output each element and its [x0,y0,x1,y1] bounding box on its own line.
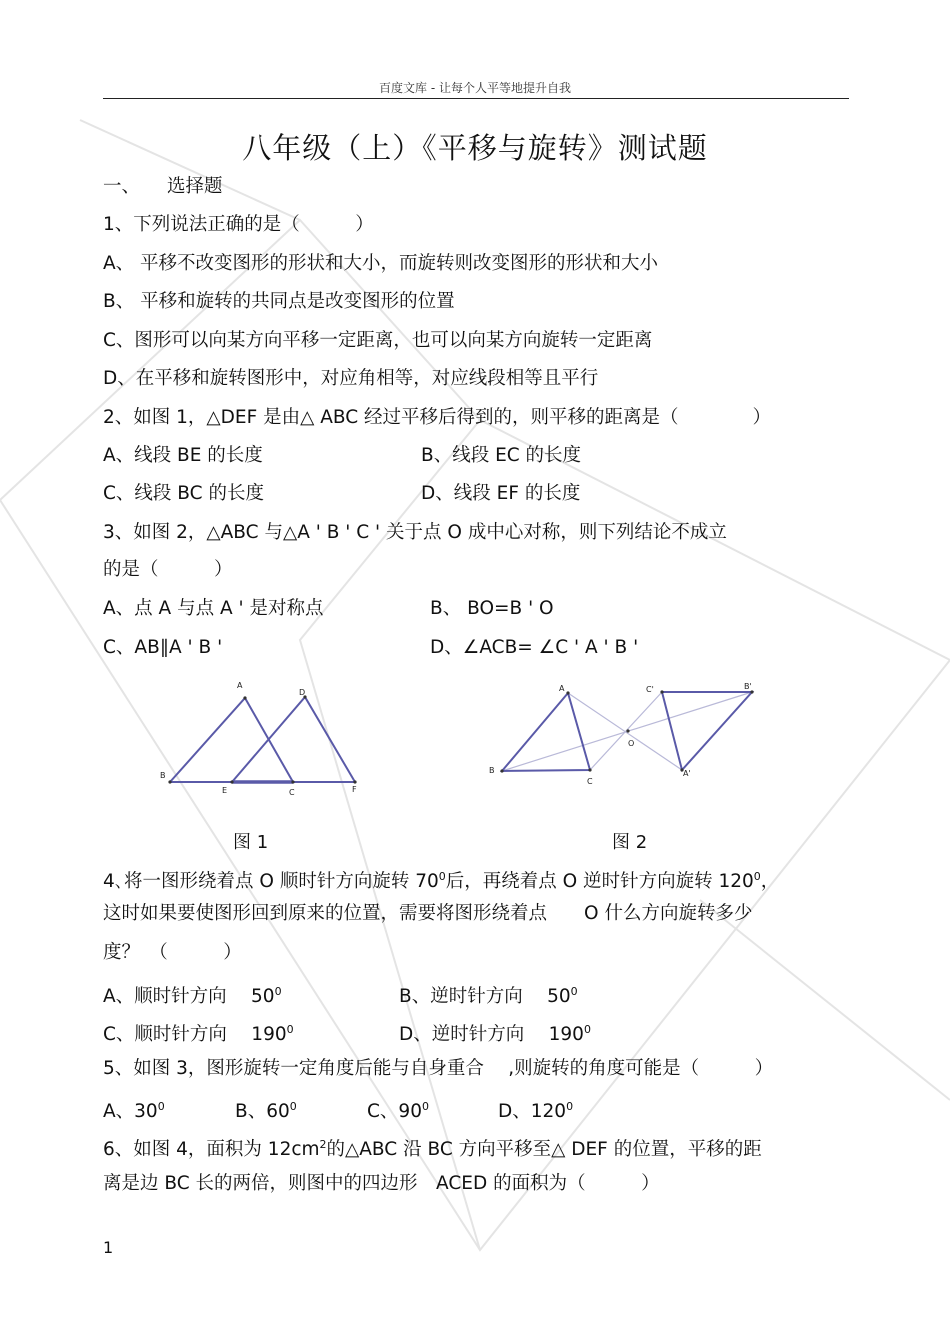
degree-sup: 0 [157,1100,165,1113]
question-3-line-1: 3、如图 2，△ABC 与△A ' B ' C ' 关于点 O 成中心对称，则下列结论不成立 [103,522,727,543]
squared-sup: 2 [319,1138,327,1151]
q2-option-d: D、线段 EF 的长度 [421,483,581,504]
degree-sup: 0 [570,985,578,998]
triangle-abc [502,693,590,771]
q3-option-d: D、∠ACB= ∠C ' A ' B ' [430,637,639,658]
section-label: 选择题 [167,176,223,197]
question-1: 1、下列说法正确的是（ ） [103,214,374,235]
degree-sup: 0 [274,985,282,998]
q3-option-b: B、 BO=B ' O [430,598,554,619]
fig1-label-b: B [160,771,166,780]
q4-option-c-text: C、顺时针方向 190 [103,1024,287,1046]
figure-1-caption: 图 1 [233,832,269,853]
q4-option-c [103,1019,294,1046]
triangle-abc [170,698,293,782]
fig2-label-c1: C' [646,685,654,694]
page-header: 百度文库 - 让每个人平等地提升自我 [379,81,571,95]
q5-option-d-text: D、120 [498,1101,567,1123]
question-5: 5、如图 3，图形旋转一定角度后能与自身重合 ,则旋转的角度可能是（ ） [103,1058,774,1079]
triangle-def [232,697,355,782]
q1-option-a: A、 平移不改变图形的形状和大小，而旋转则改变图形的形状和大小 [103,253,659,274]
q1-option-b: B、 平移和旋转的共同点是改变图形的位置 [103,291,455,312]
q4-option-d-text: D、逆时针方向 190 [399,1024,584,1046]
degree-sup: 0 [566,1100,574,1113]
page-number: 1 [103,1238,114,1257]
fig1-label-f: F [352,785,357,794]
q1-option-c: C、图形可以向某方向平移一定距离，也可以向某方向旋转一定距离 [103,330,653,351]
question-2: 2、如图 1，△DEF 是由△ ABC 经过平移后得到的，则平移的距离是（ ） [103,407,772,428]
fig2-label-b: B [489,766,495,775]
q5-option-b-text: B、60 [235,1101,290,1123]
fig2-label-b1: B' [744,682,752,691]
fig1-label-e: E [222,786,228,795]
degree-sup: 0 [286,1023,294,1036]
degree-sup: 0 [583,1023,591,1036]
header-divider [103,98,849,99]
fig2-label-a: A [559,684,565,693]
page-title: 八年级（上）《平移与旋转》测试题 [242,131,708,165]
q2-option-c: C、线段 BC 的长度 [103,483,264,504]
degree-sup: 0 [753,870,761,883]
fig1-label-a: A [237,681,243,690]
figure-2-diagram [480,675,770,795]
q3-option-a: A、点 A 与点 A ' 是对称点 [103,598,324,619]
q2-option-b: B、线段 EC 的长度 [421,445,582,466]
q4-text-part-1: 4､将一图形绕着点 O 顺时针方向旋转 70 [103,871,439,893]
fig2-label-c: C [587,777,593,786]
q5-option-c [367,1096,429,1123]
question-4-line-1 [103,866,779,893]
fig1-label-c: C [289,788,295,797]
q6-text-part-2: 的△ABC 沿 BC 方向平移至△ DEF 的位置，平移的距 [326,1139,762,1161]
degree-sup: 0 [438,870,446,883]
q5-option-a [103,1096,165,1123]
question-6-line-1 [103,1134,762,1161]
triangle-a1b1c1 [662,692,752,770]
q4-text-part-3: ， [760,871,780,893]
figure-1-diagram [150,675,380,805]
figure-2-caption: 图 2 [612,832,648,853]
q5-option-a-text: A、30 [103,1101,158,1123]
q2-option-a: A、线段 BE 的长度 [103,445,263,466]
q4-option-b-text: B、逆时针方向 50 [399,986,571,1008]
q4-text-part-2: 后，再绕着点 O 逆时针方向旋转 120 [445,871,754,893]
section-number: 一、 [103,176,141,197]
q5-option-c-text: C、90 [367,1101,422,1123]
question-4-line-2: 这时如果要使图形回到原来的位置，需要将图形绕着点 O 什么方向旋转多少 [103,903,753,924]
fig1-label-d: D [299,688,306,697]
q6-text-part-1: 6、如图 4，面积为 12cm [103,1139,320,1161]
q4-option-a-text: A、顺时针方向 50 [103,986,275,1008]
question-6-line-2: 离是边 BC 长的两倍，则图中的四边形 ACED 的面积为（ ） [103,1173,660,1194]
degree-sup: 0 [421,1100,429,1113]
q4-option-a [103,981,282,1008]
degree-sup: 0 [289,1100,297,1113]
question-3-line-2: 的是（ ） [103,559,233,580]
question-4-line-3: 度？ （ ） [103,942,242,963]
q3-option-c: C、AB∥A ' B ' [103,637,223,658]
q4-option-b [399,981,578,1008]
fig2-label-a1: A' [683,769,691,778]
q5-option-d [498,1096,573,1123]
q1-option-d: D、在平移和旋转图形中，对应角相等，对应线段相等且平行 [103,368,599,389]
q5-option-b [235,1096,297,1123]
fig2-label-o: O [628,739,635,748]
q4-option-d [399,1019,591,1046]
